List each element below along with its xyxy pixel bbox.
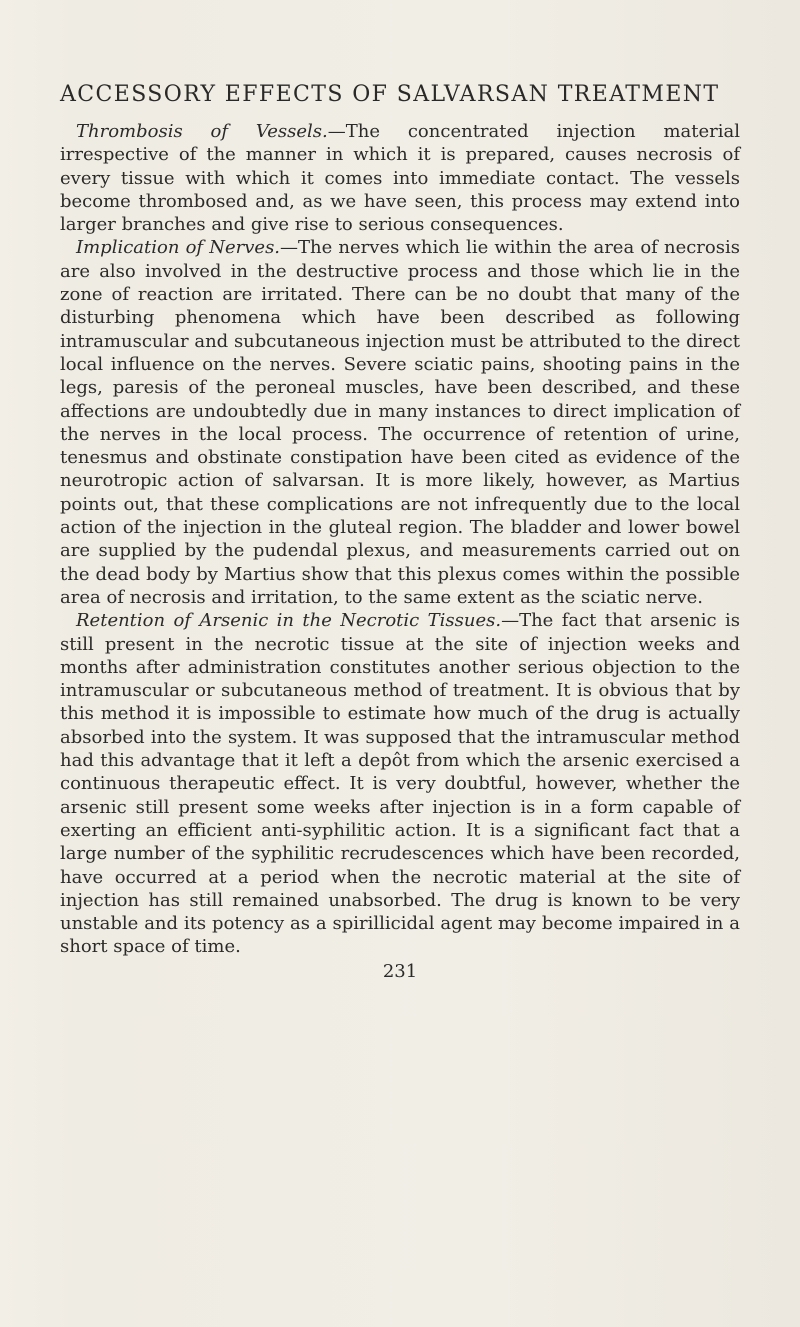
paragraph-thrombosis — [60, 120, 740, 236]
paragraph-text: —The fact that arsenic is still present in the necrotic tissue at the site of injection weeks and months after administration constitutes another serious objection to the intramuscular or subcutaneous method of treatment. It is obvious that by this method it is impossible to estimate how much of the drug is actually absorbed into the system. It was supposed that the intramuscular method had this advantage that it left a depôt from which the arsenic exercised a continuous therapeutic effect. It is very doubtful, however, whether the arsenic still present some weeks after injection is in a form capable of exerting an efficient anti-syphilitic action. It is a significant fact that a large number of the syphilitic recrudescences which have been recorded, have occurred at a period when the necrotic material at the site of injection has still remained unabsorbed. The drug is known to be very unstable and its potency as a spirillicidal agent may become impaired in a short space of time. — [60, 610, 740, 958]
paragraph-text: —The nerves which lie within the area of necrosis are also involved in the destructive process and those which lie in the zone of reaction are irritated. There can be no doubt that many of the disturbing phenomena which have been described as following intramuscular and subcutaneous injection must be attributed to the direct local influence on the nerves. Severe sciatic pains, shooting pains in the legs, paresis of the peroneal muscles, have been described, and these affections are undoubtedly due in many instances to direct implication of the nerves in the local process. The occurrence of retention of urine, tenesmus and obstinate constipation have been cited as evidence of the neurotropic action of salvarsan. It is more likely, however, as Martius points out, that these complications are not infrequently due to the local action of the injection in the gluteal region. The bladder and lower bowel are supplied by the pudendal plexus, and measurements carried out on the dead body by Martius show that this plexus comes within the possible area of necrosis and irritation, to the same extent as the sciatic nerve. — [60, 237, 740, 608]
body-text — [60, 120, 740, 959]
paragraph-arsenic-retention — [60, 609, 740, 958]
run-in-heading: Thrombosis of Vessels. — [76, 121, 328, 142]
page-number: 231 — [382, 961, 418, 982]
paragraph-nerves — [60, 236, 740, 609]
paragraph-text: —The concentrated injection material irrespective of the manner in which it is prepared, causes necrosis of every tissue with which it comes into immediate contact. The vessels become thrombosed and, as we have seen, this process may extend into larger branches and give rise to serious consequences. — [60, 121, 740, 236]
run-in-heading: Retention of Arsenic in the Necrotic Tissues. — [76, 610, 502, 632]
run-in-heading: Implication of Nerves. — [76, 237, 281, 259]
running-header: ACCESSORY EFFECTS OF SALVARSAN TREATMENT — [60, 82, 720, 107]
